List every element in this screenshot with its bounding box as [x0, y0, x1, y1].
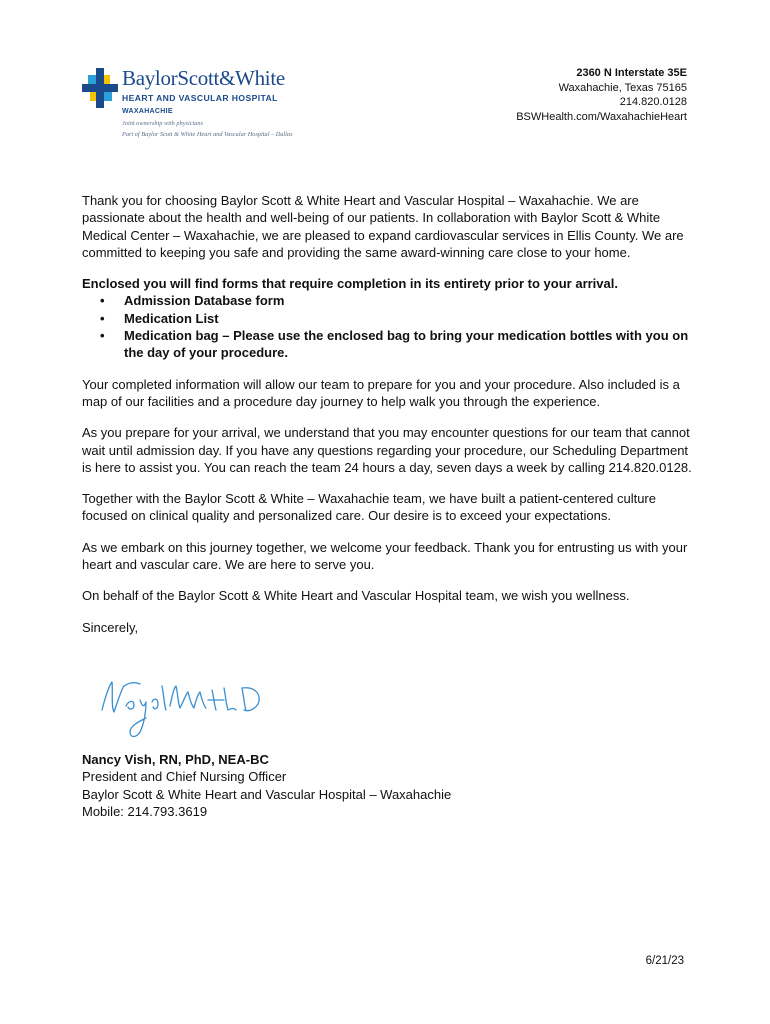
address-web: BSWHealth.com/WaxahachieHeart: [516, 110, 687, 123]
address-street: 2360 N Interstate 35E: [576, 67, 687, 79]
enclosed-forms-list: [82, 292, 692, 361]
address-city: Waxahachie, Texas 75165: [558, 81, 687, 94]
enclosed-heading: Enclosed you will find forms that require completion in its entirety prior to your arrival.: [82, 276, 618, 292]
document-date: 6/21/23: [645, 955, 684, 967]
bullet: •: [100, 293, 105, 309]
signer-block: [82, 751, 451, 820]
signer-name: Nancy Vish, RN, PhD, NEA-BC: [82, 752, 269, 767]
logo-location: WAXAHACHIE: [122, 108, 173, 115]
paragraph-intro: Thank you for choosing Baylor Scott & White Heart and Vascular Hospital – Waxahachie. We are passionate about the health and well-being of our patients. In collaboration with Baylor Scott & White Medical Center – Waxahachie, we are pleased to expand cardiovascular services in Ellis County. We are committed to keeping you safe and providing the same award-winning care close to your home.: [82, 193, 684, 260]
list-item-text: Medication bag – Please use the enclosed bag to bring your medication bottles with you on the day of your procedure.: [124, 328, 689, 361]
cross-logo-icon: [82, 68, 118, 108]
logo-tagline: Joint ownership with physicians: [122, 120, 203, 127]
paragraph-wellness: On behalf of the Baylor Scott & White Heart and Vascular Hospital team, we wish you wellness.: [82, 588, 630, 604]
paragraph-feedback: As we embark on this journey together, we welcome your feedback. Thank you for entrusting us with your heart and vascular care. We are here to serve you.: [82, 539, 688, 573]
paragraph-questions: As you prepare for your arrival, we understand that you may encounter questions for our team that cannot wait until admission day. If you have any questions regarding your procedure, our Scheduling Department is here to assist you. You can reach the team 24 hours a day, seven days a week by calling 214.820.0128.: [82, 425, 692, 475]
list-item: [82, 292, 692, 309]
list-item: [82, 327, 692, 362]
letter-body: [82, 192, 692, 636]
paragraph-culture: Together with the Baylor Scott & White – Waxahachie team, we have built a patient-centered culture focused on clinical quality and personalized care. Our desire is to exceed your expectations.: [82, 491, 656, 524]
closing: Sincerely,: [82, 619, 139, 635]
hospital-logo: [82, 66, 302, 146]
address-phone: 214.820.0128: [619, 96, 687, 108]
logo-subtitle: HEART AND VASCULAR HOSPITAL: [122, 93, 278, 103]
signer-mobile: Mobile: 214.793.3619: [82, 803, 208, 819]
list-item-text: Admission Database form: [124, 293, 285, 309]
list-item-text: Medication List: [124, 310, 219, 326]
handwritten-signature: [96, 672, 276, 742]
hospital-address: [516, 66, 687, 124]
signer-title: President and Chief Nursing Officer: [82, 769, 287, 785]
bullet: •: [100, 328, 105, 344]
bullet: •: [100, 310, 105, 326]
paragraph-completed-info: Your completed information will allow our team to prepare for you and your procedure. Also included is a map of our facilities and a procedure day journey to help walk you through the experience.: [82, 376, 680, 409]
signer-organization: Baylor Scott & White Heart and Vascular Hospital – Waxahachie: [82, 786, 452, 802]
list-item: [82, 310, 692, 327]
logo-tagline-secondary: Part of Baylor Scott & White Heart and Vascular Hospital – Dallas: [122, 131, 293, 138]
logo-name: BaylorScott&White: [122, 66, 285, 90]
